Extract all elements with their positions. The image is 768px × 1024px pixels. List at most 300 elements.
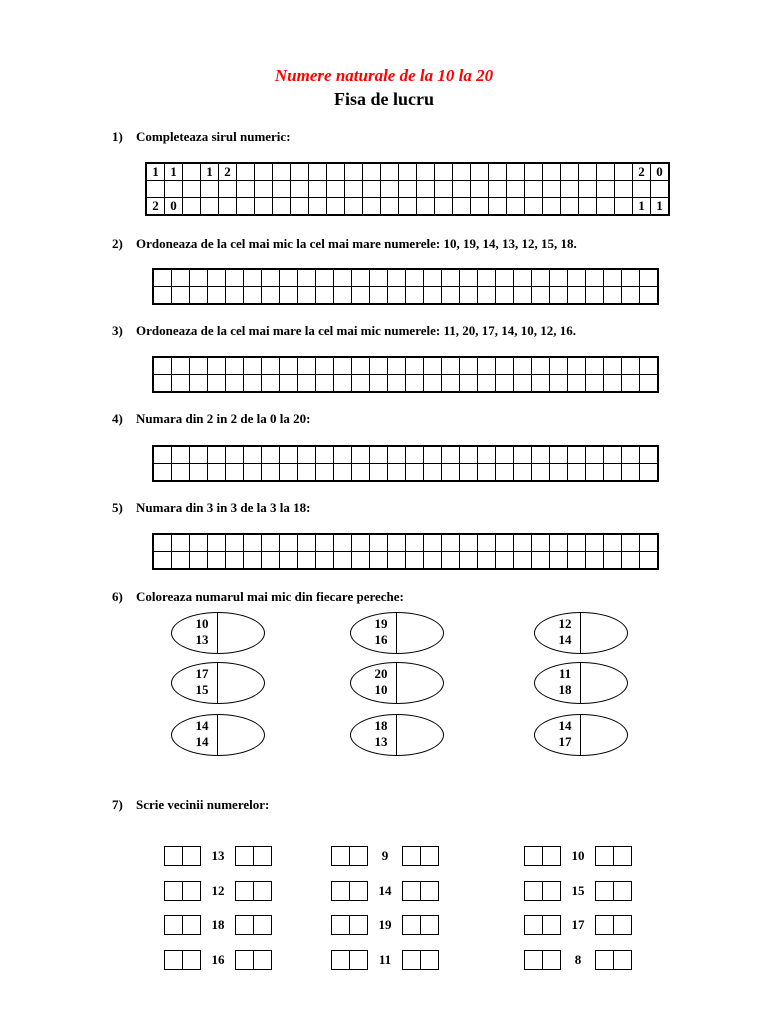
grid-cell[interactable] [262,287,280,305]
grid-cell[interactable] [471,163,489,181]
grid-cell[interactable] [244,552,262,570]
grid-cell[interactable] [190,464,208,482]
grid-cell[interactable] [640,357,659,375]
grid-cell[interactable] [262,375,280,393]
previous-neighbor-box[interactable] [524,881,561,901]
pair-number[interactable]: 16 [374,632,388,647]
grid-cell[interactable] [208,269,226,287]
grid-cell[interactable] [640,287,659,305]
grid-cell[interactable]: 1 [146,163,165,181]
grid-cell[interactable] [435,198,453,216]
grid-cell[interactable] [496,534,514,552]
grid-cell[interactable] [579,163,597,181]
grid-cell[interactable] [424,269,442,287]
grid-cell[interactable] [586,269,604,287]
grid-cell[interactable] [442,534,460,552]
next-neighbor-box[interactable] [402,915,439,935]
grid-cell[interactable] [327,163,345,181]
grid-cell[interactable] [478,446,496,464]
grid-cell[interactable] [291,198,309,216]
grid-cell[interactable] [496,269,514,287]
grid-cell[interactable] [640,375,659,393]
grid-cell[interactable] [507,198,525,216]
previous-neighbor-box[interactable] [524,950,561,970]
grid-cell[interactable] [453,163,471,181]
grid-cell[interactable] [280,287,298,305]
previous-neighbor-box[interactable] [331,881,368,901]
grid-cell[interactable] [525,181,543,198]
grid-cell[interactable] [586,375,604,393]
pair-number[interactable]: 14 [195,718,209,733]
pair-number[interactable]: 12 [558,616,572,631]
grid-cell[interactable] [478,552,496,570]
grid-cell[interactable] [615,198,633,216]
grid-cell[interactable] [568,287,586,305]
grid-cell[interactable]: 1 [633,198,651,216]
grid-cell[interactable] [550,446,568,464]
pair-number[interactable]: 10 [195,616,209,631]
grid-cell[interactable] [201,181,219,198]
grid-cell[interactable] [226,269,244,287]
grid-cell[interactable] [219,198,237,216]
grid-cell[interactable] [153,287,172,305]
pair-oval[interactable] [171,662,265,704]
grid-cell[interactable] [316,552,334,570]
grid-cell[interactable] [334,375,352,393]
grid-cell[interactable] [561,181,579,198]
answer-grid[interactable] [152,533,659,570]
grid-cell[interactable] [244,287,262,305]
grid-cell[interactable] [316,375,334,393]
previous-neighbor-box[interactable] [524,915,561,935]
pair-oval[interactable] [350,714,444,756]
grid-cell[interactable] [172,287,190,305]
next-neighbor-box[interactable] [595,846,632,866]
grid-cell[interactable] [550,534,568,552]
grid-cell[interactable] [226,552,244,570]
grid-cell[interactable] [568,464,586,482]
grid-cell[interactable] [219,181,237,198]
next-neighbor-box[interactable] [402,950,439,970]
grid-cell[interactable] [226,287,244,305]
grid-cell[interactable] [442,269,460,287]
grid-cell[interactable] [370,464,388,482]
grid-cell[interactable] [651,181,670,198]
answer-grid[interactable] [152,268,659,305]
grid-cell[interactable] [190,269,208,287]
grid-cell[interactable] [226,534,244,552]
grid-cell[interactable] [190,552,208,570]
grid-cell[interactable] [604,552,622,570]
grid-cell[interactable] [244,375,262,393]
grid-cell[interactable] [363,163,381,181]
grid-cell[interactable]: 1 [201,163,219,181]
answer-grid[interactable] [152,356,659,393]
grid-cell[interactable] [514,269,532,287]
grid-cell[interactable] [586,357,604,375]
grid-cell[interactable] [381,181,399,198]
grid-cell[interactable] [435,181,453,198]
grid-cell[interactable] [352,534,370,552]
grid-cell[interactable] [327,198,345,216]
grid-cell[interactable] [262,464,280,482]
grid-cell[interactable] [561,198,579,216]
grid-cell[interactable] [579,198,597,216]
grid-cell[interactable] [489,163,507,181]
grid-cell[interactable] [381,163,399,181]
grid-cell[interactable] [586,287,604,305]
grid-cell[interactable] [352,357,370,375]
grid-cell[interactable] [604,287,622,305]
grid-cell[interactable] [280,446,298,464]
grid-cell[interactable] [280,357,298,375]
grid-cell[interactable] [370,269,388,287]
grid-cell[interactable] [388,287,406,305]
grid-cell[interactable] [388,534,406,552]
grid-cell[interactable] [424,357,442,375]
grid-cell[interactable] [622,446,640,464]
grid-cell[interactable] [381,198,399,216]
grid-cell[interactable] [352,464,370,482]
grid-cell[interactable] [568,534,586,552]
grid-cell[interactable] [388,375,406,393]
grid-cell[interactable] [226,375,244,393]
grid-cell[interactable] [298,287,316,305]
grid-cell[interactable] [309,181,327,198]
grid-cell[interactable] [417,198,435,216]
grid-cell[interactable] [262,534,280,552]
grid-cell[interactable] [478,375,496,393]
grid-cell[interactable] [352,446,370,464]
grid-cell[interactable] [604,269,622,287]
grid-cell[interactable]: 1 [651,198,670,216]
grid-cell[interactable] [579,181,597,198]
grid-cell[interactable] [460,552,478,570]
next-neighbor-box[interactable] [402,881,439,901]
grid-cell[interactable] [496,552,514,570]
grid-cell[interactable] [370,552,388,570]
grid-cell[interactable] [316,269,334,287]
grid-cell[interactable] [532,464,550,482]
grid-cell[interactable] [190,287,208,305]
grid-cell[interactable] [604,534,622,552]
grid-cell[interactable] [370,375,388,393]
grid-cell[interactable] [532,446,550,464]
next-neighbor-box[interactable] [595,881,632,901]
grid-cell[interactable] [496,446,514,464]
grid-cell[interactable] [255,181,273,198]
grid-cell[interactable] [334,357,352,375]
grid-cell[interactable] [388,357,406,375]
grid-cell[interactable] [345,198,363,216]
grid-cell[interactable] [298,446,316,464]
grid-cell[interactable] [298,534,316,552]
next-neighbor-box[interactable] [235,846,272,866]
grid-cell[interactable]: 2 [633,163,651,181]
grid-cell[interactable] [280,375,298,393]
grid-cell[interactable] [453,198,471,216]
grid-cell[interactable] [226,357,244,375]
grid-cell[interactable] [316,464,334,482]
grid-cell[interactable] [514,287,532,305]
grid-cell[interactable] [146,181,165,198]
grid-cell[interactable] [237,198,255,216]
grid-cell[interactable] [424,375,442,393]
grid-cell[interactable] [244,464,262,482]
grid-cell[interactable] [604,357,622,375]
grid-cell[interactable] [388,464,406,482]
grid-cell[interactable] [478,287,496,305]
grid-cell[interactable] [208,534,226,552]
grid-cell[interactable] [406,269,424,287]
grid-cell[interactable] [190,357,208,375]
grid-cell[interactable] [417,163,435,181]
grid-cell[interactable] [460,287,478,305]
grid-cell[interactable] [424,464,442,482]
grid-cell[interactable] [568,552,586,570]
next-neighbor-box[interactable] [235,950,272,970]
grid-cell[interactable] [525,198,543,216]
next-neighbor-box[interactable] [595,915,632,935]
grid-cell[interactable] [153,375,172,393]
grid-cell[interactable] [417,181,435,198]
grid-cell[interactable] [532,357,550,375]
grid-cell[interactable] [316,357,334,375]
grid-cell[interactable] [334,269,352,287]
grid-cell[interactable] [153,446,172,464]
grid-cell[interactable] [262,269,280,287]
grid-cell[interactable] [586,464,604,482]
grid-cell[interactable] [532,375,550,393]
grid-cell[interactable] [183,181,201,198]
grid-cell[interactable] [406,464,424,482]
grid-cell[interactable] [298,357,316,375]
grid-cell[interactable] [183,198,201,216]
sequence-grid[interactable] [145,162,670,216]
grid-cell[interactable] [165,181,183,198]
grid-cell[interactable] [172,269,190,287]
grid-cell[interactable] [280,269,298,287]
grid-cell[interactable] [640,552,659,570]
pair-number[interactable]: 10 [374,682,388,697]
previous-neighbor-box[interactable] [164,881,201,901]
grid-cell[interactable] [568,269,586,287]
grid-cell[interactable] [471,198,489,216]
grid-cell[interactable]: 1 [165,163,183,181]
pair-number[interactable]: 15 [195,682,209,697]
grid-cell[interactable] [550,464,568,482]
grid-cell[interactable] [478,357,496,375]
grid-cell[interactable] [190,534,208,552]
grid-cell[interactable] [550,269,568,287]
grid-cell[interactable] [388,269,406,287]
grid-cell[interactable] [640,446,659,464]
pair-oval[interactable] [171,714,265,756]
grid-cell[interactable] [514,534,532,552]
grid-cell[interactable] [153,269,172,287]
grid-cell[interactable] [172,534,190,552]
previous-neighbor-box[interactable] [524,846,561,866]
pair-number[interactable]: 18 [374,718,388,733]
grid-cell[interactable] [604,375,622,393]
grid-cell[interactable] [370,446,388,464]
grid-cell[interactable] [201,198,219,216]
grid-cell[interactable] [273,163,291,181]
next-neighbor-box[interactable] [402,846,439,866]
previous-neighbor-box[interactable] [164,846,201,866]
grid-cell[interactable] [190,446,208,464]
grid-cell[interactable] [399,163,417,181]
grid-cell[interactable] [532,552,550,570]
grid-cell[interactable] [525,163,543,181]
grid-cell[interactable] [496,357,514,375]
grid-cell[interactable] [442,552,460,570]
grid-cell[interactable] [172,446,190,464]
grid-cell[interactable] [442,446,460,464]
grid-cell[interactable] [622,269,640,287]
grid-cell[interactable]: 2 [219,163,237,181]
grid-cell[interactable] [208,552,226,570]
pair-oval[interactable] [534,714,628,756]
grid-cell[interactable] [370,534,388,552]
grid-cell[interactable] [514,446,532,464]
pair-number[interactable]: 17 [558,734,572,749]
grid-cell[interactable] [280,534,298,552]
grid-cell[interactable] [550,375,568,393]
grid-cell[interactable] [568,357,586,375]
grid-cell[interactable] [388,446,406,464]
grid-cell[interactable] [153,464,172,482]
grid-cell[interactable] [586,552,604,570]
grid-cell[interactable] [435,163,453,181]
grid-cell[interactable] [255,163,273,181]
grid-cell[interactable] [622,534,640,552]
grid-cell[interactable] [514,375,532,393]
grid-cell[interactable] [399,181,417,198]
grid-cell[interactable] [208,375,226,393]
grid-cell[interactable] [273,198,291,216]
grid-cell[interactable] [507,181,525,198]
previous-neighbor-box[interactable] [331,950,368,970]
grid-cell[interactable]: 0 [165,198,183,216]
grid-cell[interactable] [406,375,424,393]
grid-cell[interactable] [316,287,334,305]
grid-cell[interactable] [334,552,352,570]
previous-neighbor-box[interactable] [331,915,368,935]
grid-cell[interactable] [226,446,244,464]
grid-cell[interactable] [153,534,172,552]
pair-number[interactable]: 13 [374,734,388,749]
grid-cell[interactable] [453,181,471,198]
grid-cell[interactable] [514,552,532,570]
pair-number[interactable]: 19 [374,616,388,631]
grid-cell[interactable] [406,534,424,552]
grid-cell[interactable] [352,269,370,287]
grid-cell[interactable] [597,163,615,181]
grid-cell[interactable] [489,198,507,216]
grid-cell[interactable] [334,534,352,552]
grid-cell[interactable] [208,446,226,464]
grid-cell[interactable] [352,375,370,393]
grid-cell[interactable] [489,181,507,198]
grid-cell[interactable] [172,464,190,482]
grid-cell[interactable] [604,464,622,482]
grid-cell[interactable] [543,181,561,198]
grid-cell[interactable] [406,446,424,464]
grid-cell[interactable] [460,446,478,464]
grid-cell[interactable] [298,464,316,482]
grid-cell[interactable] [615,181,633,198]
grid-cell[interactable] [334,464,352,482]
next-neighbor-box[interactable] [235,881,272,901]
grid-cell[interactable] [442,464,460,482]
grid-cell[interactable] [460,534,478,552]
pair-number[interactable]: 14 [195,734,209,749]
grid-cell[interactable] [442,375,460,393]
grid-cell[interactable] [388,552,406,570]
grid-cell[interactable] [255,198,273,216]
grid-cell[interactable] [543,163,561,181]
grid-cell[interactable] [532,287,550,305]
grid-cell[interactable] [424,552,442,570]
pair-oval[interactable] [350,612,444,654]
grid-cell[interactable] [597,198,615,216]
grid-cell[interactable] [262,552,280,570]
grid-cell[interactable] [172,552,190,570]
grid-cell[interactable] [622,357,640,375]
grid-cell[interactable] [208,464,226,482]
grid-cell[interactable] [208,357,226,375]
grid-cell[interactable] [514,357,532,375]
answer-grid[interactable] [152,445,659,482]
grid-cell[interactable] [442,357,460,375]
grid-cell[interactable] [550,552,568,570]
grid-cell[interactable] [309,198,327,216]
previous-neighbor-box[interactable] [331,846,368,866]
grid-cell[interactable] [352,287,370,305]
grid-cell[interactable] [622,552,640,570]
grid-cell[interactable] [424,446,442,464]
grid-cell[interactable] [370,287,388,305]
grid-cell[interactable] [622,375,640,393]
grid-cell[interactable] [334,287,352,305]
grid-cell[interactable] [262,357,280,375]
grid-cell[interactable] [291,163,309,181]
pair-oval[interactable] [534,612,628,654]
grid-cell[interactable] [363,198,381,216]
grid-cell[interactable] [543,198,561,216]
next-neighbor-box[interactable] [235,915,272,935]
grid-cell[interactable] [237,181,255,198]
pair-number[interactable]: 14 [558,632,572,647]
grid-cell[interactable] [370,357,388,375]
pair-number[interactable]: 18 [558,682,572,697]
grid-cell[interactable] [291,181,309,198]
grid-cell[interactable] [172,357,190,375]
grid-cell[interactable] [496,464,514,482]
grid-cell[interactable] [172,375,190,393]
grid-cell[interactable] [532,534,550,552]
next-neighbor-box[interactable] [595,950,632,970]
grid-cell[interactable] [316,446,334,464]
grid-cell[interactable] [424,534,442,552]
pair-number[interactable]: 17 [195,666,209,681]
grid-cell[interactable] [615,163,633,181]
grid-cell[interactable] [604,446,622,464]
grid-cell[interactable] [406,552,424,570]
grid-cell[interactable]: 0 [651,163,670,181]
grid-cell[interactable] [442,287,460,305]
